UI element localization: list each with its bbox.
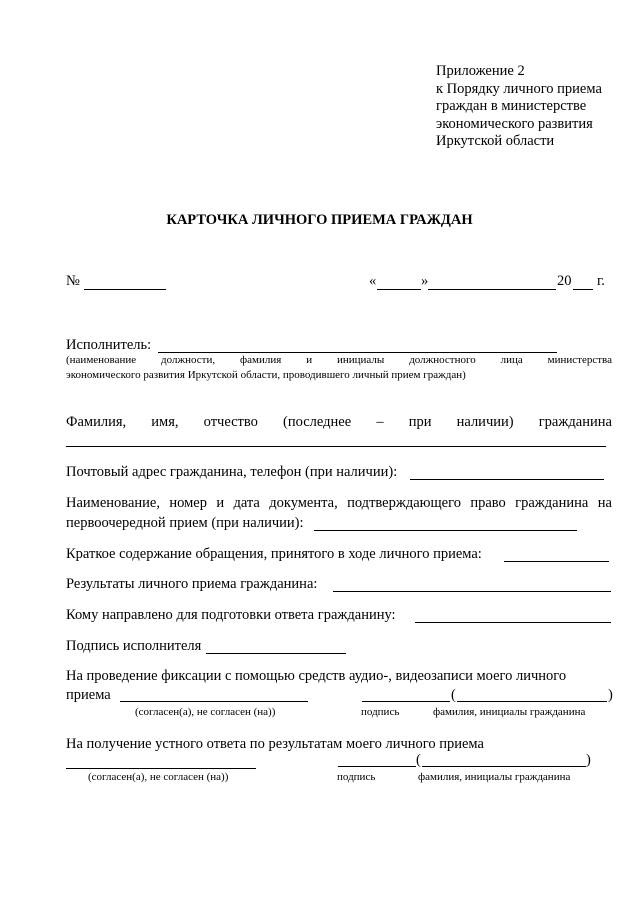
doc-word: и [216, 495, 225, 511]
recording-signature-field[interactable] [362, 701, 450, 702]
fio-word: (последнее [283, 414, 352, 430]
oral-signature-field[interactable] [338, 766, 416, 767]
fio-field[interactable] [66, 446, 606, 447]
hint-word: и [306, 354, 313, 366]
month-field[interactable] [428, 289, 556, 290]
recording-line2: приема [66, 687, 111, 703]
results-label: Результаты личного приема гражданина: [66, 576, 318, 592]
fio-word: наличии) [456, 414, 514, 430]
postal-field[interactable] [410, 479, 604, 480]
document-label-line1 [66, 495, 612, 512]
recording-paren-close: ) [608, 687, 613, 703]
recording-line1: На проведение фиксации с помощью средств аудио-, видеозаписи моего личного [66, 668, 567, 684]
fio-word: отчество [203, 414, 258, 430]
oral-line1: На получение устного ответа по результатам моего личного приема [66, 736, 484, 752]
hint-word: инициалы [336, 354, 385, 366]
recording-consent-hint: (согласен(а), не согласен (на)) [135, 706, 276, 718]
recording-name-field[interactable] [457, 701, 607, 702]
oral-name-hint: фамилия, инициалы гражданина [418, 771, 571, 783]
signature-field[interactable] [206, 653, 346, 654]
day-field[interactable] [377, 289, 421, 290]
fio-word: Фамилия, [66, 414, 127, 430]
oral-paren-close: ) [586, 752, 591, 768]
document-label-line2: первоочередной прием (при наличии): [66, 515, 304, 531]
results-field[interactable] [333, 591, 611, 592]
fio-word: гражданина [538, 414, 612, 430]
quote-close: » [421, 273, 429, 289]
oral-name-field[interactable] [422, 766, 586, 767]
appendix-line: граждан в министерстве [436, 98, 587, 114]
recording-signature-hint: подпись [361, 706, 400, 718]
oral-consent-hint: (согласен(а), не согласен (на)) [88, 771, 229, 783]
hint-word: должностного [409, 354, 476, 366]
doc-word: гражданина [515, 495, 589, 511]
year-prefix: 20 [557, 273, 572, 289]
recording-name-hint: фамилия, инициалы гражданина [433, 706, 586, 718]
oral-paren-open: ( [416, 752, 421, 768]
hint-word: должности, [161, 354, 216, 366]
hint-word: министерства [547, 354, 612, 366]
appendix-line: экономического развития [436, 115, 593, 132]
hint-word: лица [500, 354, 523, 366]
oral-signature-hint: подпись [337, 771, 376, 783]
oral-consent-field[interactable] [66, 768, 256, 769]
executor-field[interactable] [158, 352, 557, 353]
doc-word: номер [169, 495, 207, 511]
doc-word: на [597, 495, 612, 511]
page-title: КАРТОЧКА ЛИЧНОГО ПРИЕМА ГРАЖДАН [166, 212, 473, 228]
postal-label: Почтовый адрес гражданина, телефон (при наличии): [66, 464, 398, 480]
hint-word: (наименование [66, 354, 137, 366]
document-field[interactable] [314, 530, 577, 531]
appendix-line: Иркутской области [436, 133, 555, 149]
appendix-header [436, 63, 602, 151]
number-sign: № [66, 273, 80, 289]
appendix-line: Приложение 2 [436, 63, 525, 79]
recording-paren-open: ( [451, 687, 456, 703]
doc-word: документа, [269, 495, 338, 511]
quote-open: « [369, 273, 377, 289]
year-field[interactable] [573, 289, 593, 290]
fio-word: при [408, 414, 432, 430]
number-field[interactable] [84, 289, 166, 290]
fio-word: имя, [151, 414, 179, 430]
fio-word: – [376, 414, 384, 430]
summary-label: Краткое содержание обращения, принятого в ходе личного приема: [66, 546, 482, 562]
executor-hint-line2: экономического развития Иркутской области, проводившего личный прием граждан) [66, 369, 466, 381]
doc-word: право [470, 495, 506, 511]
directed-label: Кому направлено для подготовки ответа гражданину: [66, 607, 396, 623]
doc-word: дата [233, 495, 260, 511]
hint-word: фамилия [239, 354, 282, 366]
summary-field[interactable] [504, 561, 609, 562]
year-suffix: г. [597, 273, 605, 289]
executor-label: Исполнитель: [66, 337, 152, 353]
doc-word: подтверждающего [347, 495, 461, 511]
signature-label: Подпись исполнителя [66, 638, 202, 654]
directed-field[interactable] [415, 622, 611, 623]
executor-hint-line1 [66, 354, 612, 366]
fio-label [66, 414, 612, 431]
recording-consent-field[interactable] [120, 701, 308, 702]
appendix-line: к Порядку личного приема [436, 80, 602, 97]
doc-word: Наименование, [66, 495, 160, 511]
